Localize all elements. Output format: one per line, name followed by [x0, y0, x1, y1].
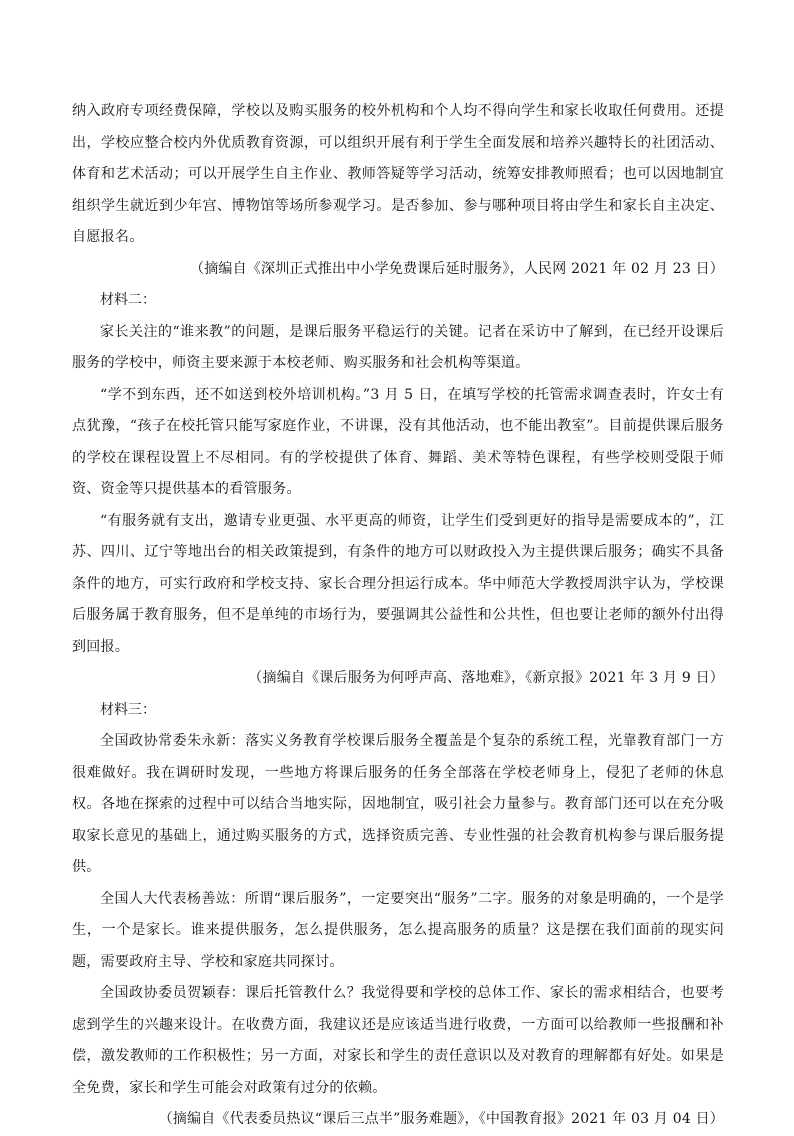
material1-continued-paragraph: 纳入政府专项经费保障，学校以及购买服务的校外机构和个人均不得向学生和家长收取任何费用。还提出，学校应整合校内外优质教育资源，可以组织开展有利于学生全面发展和培养兴趣特长的社团活动、体育和艺术活动；可以开展学生自主作业、教师答疑等学习活动，统筹安排教师照看；也可以因地制宜组织学生就近到少年宫、博物馆等场所参观学习。是否参加、参与哪种项目将由学生和家长自主决定、自愿报名。 [72, 103, 724, 245]
material3-source-citation: （摘编自《代表委员热议“课后三点半”服务难题》，《中国教育报》2021 年 03 月 04 日） [158, 1111, 724, 1127]
material1-source-citation: （摘编自《深圳正式推出中小学免费课后延时服务》，人民网 2021 年 02 月 23 日） [190, 260, 724, 277]
material2-paragraph: “有服务就有支出，邀请专业更强、水平更高的师资，让学生们受到更好的指导是需要成本的”，江苏、四川、辽宁等地出台的相关政策提到，有条件的地方可以财政投入为主提供课后服务；确实不具备条件的地方，可实行政府和学校支持、家长合理分担运行成本。华中师范大学教授周洪宇认为，学校课后服务属于教育服务，但不是单纯的市场行为，要强调其公益性和公共性，但也要让老师的额外付出得到回报。 [72, 512, 724, 655]
material2-paragraph: 家长关注的“谁来教”的问题，是课后服务平稳运行的关键。记者在采访中了解到，在已经开设课后服务的学校中，师资主要来源于本校老师、购买服务和社会机构等渠道。 [72, 323, 724, 371]
material3-paragraph: 全国政协委员贺颖春：课后托管教什么？我觉得要和学校的总体工作、家长的需求相结合，也要考虑到学生的兴趣来设计。在收费方面，我建议还是应该适当进行收费，一方面可以给教师一些报酬和补偿，激发教师的工作积极性；另一方面，对家长和学生的责任意识以及对教育的理解都有好处。如果是全免费，家长和学生可能会对政策有过分的依赖。 [72, 985, 724, 1096]
material2-source-citation: （摘编自《课后服务为何呼声高、落地难》，《新京报》2021 年 3 月 9 日） [248, 670, 724, 686]
material2-paragraph: “学不到东西，还不如送到校外培训机构。”3 月 5 日，在填写学校的托管需求调查表时，许女士有点犹豫，“孩子在校托管只能写家庭作业，不讲课，没有其他活动，也不能出教室”。目前提供课后服务的学校在课程设置上不尽相同。有的学校提供了体育、舞蹈、美术等特色课程，有些学校则受限于师资、资金等只提供基本的看管服务。 [72, 386, 724, 497]
material3-label: 材料三： [100, 701, 156, 718]
material2-label: 材料二： [100, 292, 156, 308]
material3-paragraph: 全国政协常委朱永新：落实义务教育学校课后服务全覆盖是个复杂的系统工程，光靠教育部门一方很难做好。我在调研时发现，一些地方将课后服务的任务全部落在学校老师身上，侵犯了老师的休息权。各地在探索的过程中可以结合当地实际，因地制宜，吸引社会力量参与。教育部门还可以在充分吸取家长意见的基础上，通过购买服务的方式，选择资质完善、专业性强的社会教育机构参与课后服务提供。 [72, 733, 724, 875]
document-page [72, 96, 724, 1136]
material3-paragraph: 全国人大代表杨善竑：所谓“课后服务”，一定要突出“服务”二字。服务的对象是明确的，一个是学生，一个是家长。谁来提供服务，怎么提供服务，怎么提高服务的质量？这是摆在我们面前的现实问题，需要政府主导、学校和家庭共同探讨。 [72, 890, 724, 970]
